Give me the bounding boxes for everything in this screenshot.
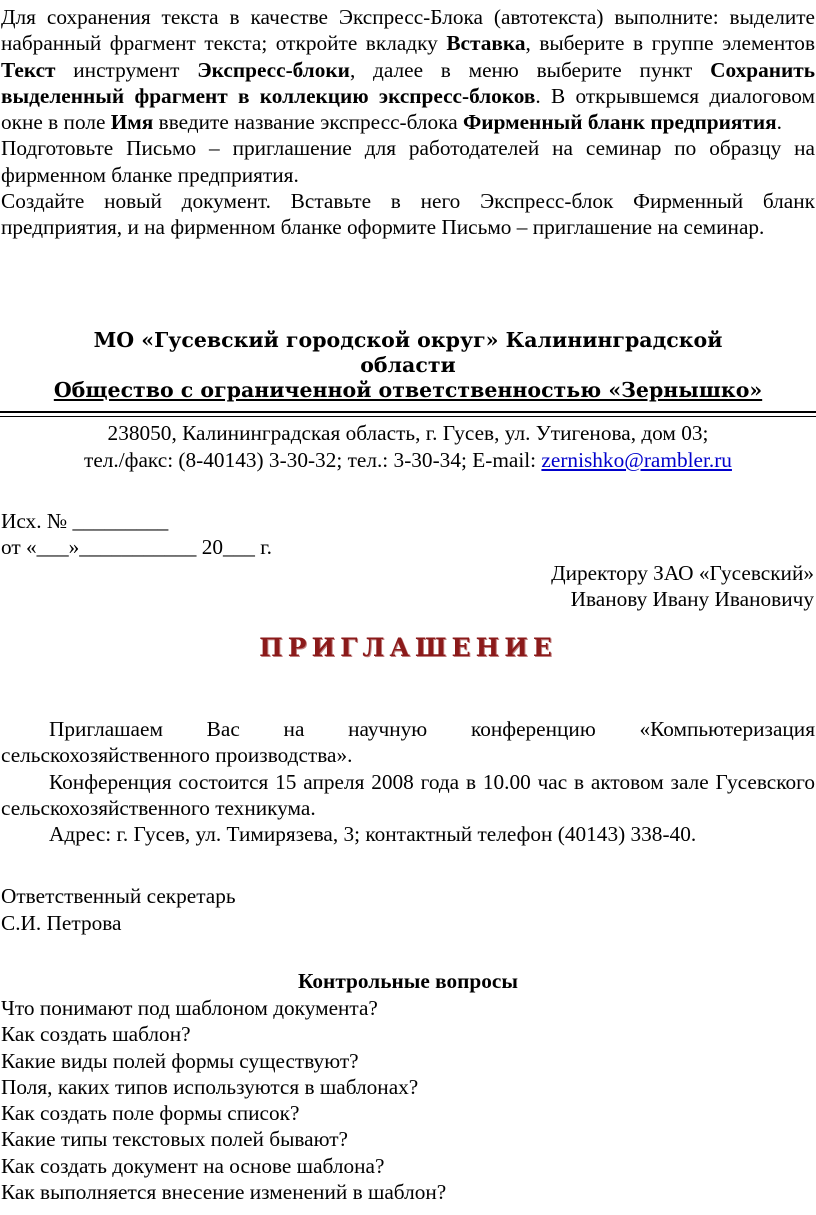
questions-title: Контрольные вопросы xyxy=(298,969,518,993)
signature-name: С.И. Петрова xyxy=(1,911,122,935)
question-item: Как создать поле формы список? xyxy=(1,1101,300,1126)
text-run: . xyxy=(776,110,782,135)
question-item: Как выполняется внесение изменений в шаблон? xyxy=(1,1180,447,1205)
instruction-paragraph-2: Подготовьте Письмо – приглашение для работодателей на семинар по образцу на фирменном бланке предприятия. xyxy=(1,136,815,187)
text-run: . В открывшемся диалоговом окне в поле xyxy=(1,83,815,135)
letterhead xyxy=(0,328,816,403)
letterhead-municipality: МО «Гусевский городской округ» Калининградской xyxy=(93,328,723,352)
text-run: инструмент xyxy=(55,57,198,82)
question-item: Поля, каких типов используются в шаблонах? xyxy=(1,1074,419,1099)
question-item: Какие виды полей формы существуют? xyxy=(1,1048,359,1073)
bold-term-quick-parts: Экспресс-блоки xyxy=(197,57,350,82)
bold-term-insert-tab: Вставка xyxy=(446,31,526,56)
question-item: Что понимают под шаблоном документа? xyxy=(1,996,378,1020)
text-run: Для сохранения текста в качестве Экспресс-Блока (автотекста) выполните: выделите набранный фрагмент текста; откройте вкладку xyxy=(1,5,815,56)
letterhead-address-block xyxy=(0,420,816,474)
text-run: , выберите в группе элементов xyxy=(525,31,815,56)
body-paragraph-2: Конференция состоится 15 апреля 2008 года в 10.00 час в актовом зале Гусевского сельскохозяйственного техникума. xyxy=(1,769,815,820)
instruction-paragraph-1 xyxy=(0,4,815,135)
question-item: Как создать документ на основе шаблона? xyxy=(1,1153,385,1178)
email-link[interactable]: zernishko@rambler.ru xyxy=(541,448,732,472)
company-name: Общество с ограниченной ответственностью «Зернышко» xyxy=(53,378,763,402)
question-item: Как создать шаблон? xyxy=(1,1022,191,1047)
letterhead-divider-thin xyxy=(0,416,816,417)
company-address: 238050, Калининградская область, г. Гусев, ул. Утигенова, дом 03; xyxy=(107,421,709,445)
invitation-title: ПРИГЛАШЕНИЕ xyxy=(259,633,557,662)
bold-term-letterhead: Фирменный бланк предприятия xyxy=(463,110,777,135)
outgoing-date: от «___»___________ 20___ г. xyxy=(1,535,272,559)
body-paragraph-1: Приглашаем Вас на научную конференцию «Компьютеризация сельскохозяйственного производства». xyxy=(1,717,815,768)
body-paragraph-3: Адрес: г. Гусев, ул. Тимирязева, 3; контактный телефон (40143) 338-40. xyxy=(49,822,697,847)
instructions xyxy=(0,4,815,241)
bold-term-text-group: Текст xyxy=(1,57,56,82)
text-run: введите название экспресс-блока xyxy=(153,110,464,135)
letterhead-company xyxy=(0,378,816,403)
contacts-text: тел./факс: (8-40143) 3-30-32; тел.: 3-30-34; E-mail: xyxy=(84,448,542,472)
bold-term-name-field: Имя xyxy=(110,110,154,135)
outgoing-number: Исх. № _________ xyxy=(1,509,169,533)
recipient-name: Иванову Ивану Ивановичу xyxy=(570,587,814,611)
instruction-paragraph-3: Создайте новый документ. Вставьте в него Экспресс-блок Фирменный бланк предприятия, и на фирменном бланке оформите Письмо – приглашение на семинар. xyxy=(1,189,815,240)
text-run: , далее в меню выберите пункт xyxy=(349,57,711,82)
company-contacts xyxy=(0,447,816,474)
letterhead-divider-thick xyxy=(0,411,816,413)
question-item: Какие типы текстовых полей бывают? xyxy=(1,1127,348,1152)
questions-list xyxy=(1,995,446,1205)
letterhead-region: области xyxy=(360,353,456,377)
recipient-title: Директору ЗАО «Гусевский» xyxy=(551,561,814,585)
signature-role: Ответственный секретарь xyxy=(1,884,236,908)
bold-term-save-selection: Сохранить выделенный фрагмент в коллекцию экспресс-блоков xyxy=(1,57,815,108)
letter-body xyxy=(0,716,816,847)
